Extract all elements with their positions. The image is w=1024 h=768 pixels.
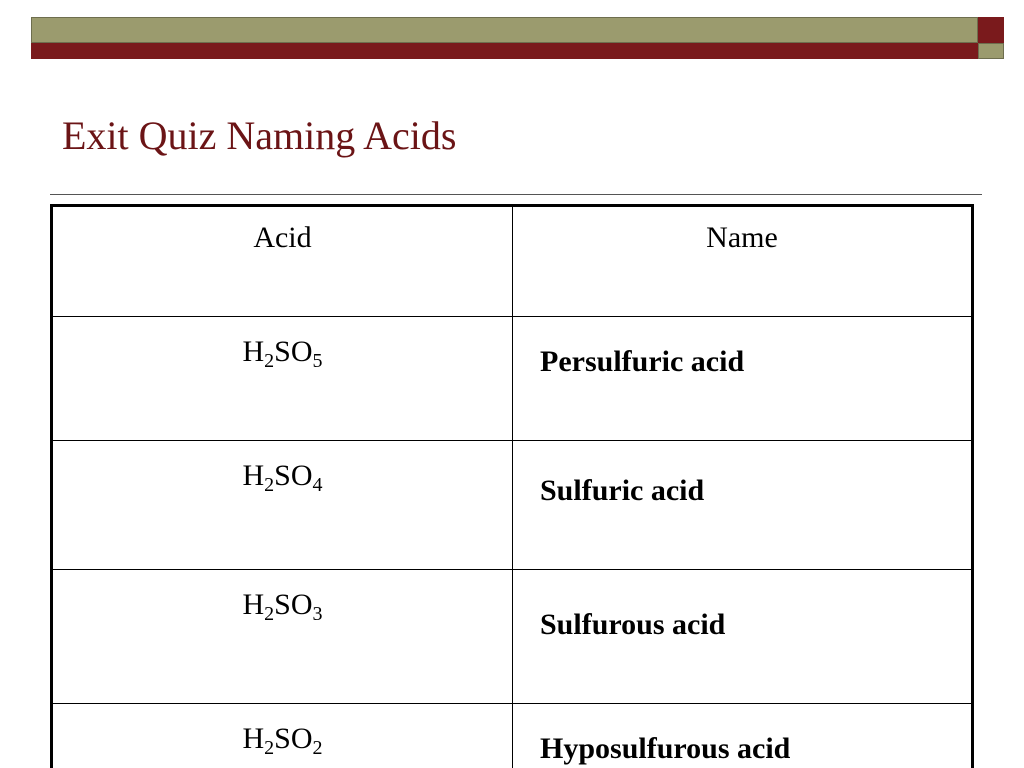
acid-name: Sulfurous acid bbox=[513, 570, 973, 704]
formula-so-subscript: 2 bbox=[312, 737, 323, 759]
acid-name: Persulfuric acid bbox=[513, 317, 973, 441]
formula-so: SO bbox=[274, 335, 313, 368]
header-square-red bbox=[978, 17, 1004, 43]
formula-h-subscript: 2 bbox=[264, 350, 275, 372]
acid-formula bbox=[52, 317, 513, 441]
formula-h: H bbox=[242, 722, 265, 755]
formula-so: SO bbox=[274, 459, 313, 492]
formula-h: H bbox=[242, 335, 265, 368]
formula-so: SO bbox=[274, 588, 313, 621]
acid-formula bbox=[52, 570, 513, 704]
formula-so-subscript: 4 bbox=[312, 474, 323, 496]
formula-h-subscript: 2 bbox=[264, 737, 275, 759]
formula-so: SO bbox=[274, 722, 313, 755]
slide-title: Exit Quiz Naming Acids bbox=[62, 113, 457, 158]
acid-name: Hyposulfurous acid bbox=[513, 704, 973, 768]
acid-name: Sulfuric acid bbox=[513, 441, 973, 570]
formula-h: H bbox=[242, 588, 265, 621]
title-divider bbox=[50, 194, 982, 195]
formula-h: H bbox=[242, 459, 265, 492]
table-row bbox=[52, 441, 973, 570]
header-acid: Acid bbox=[52, 206, 513, 317]
formula-h-subscript: 2 bbox=[264, 474, 275, 496]
acid-naming-table bbox=[50, 204, 974, 768]
table-row bbox=[52, 704, 973, 768]
header-name: Name bbox=[513, 206, 973, 317]
header-bar-olive bbox=[31, 17, 978, 43]
table-row bbox=[52, 317, 973, 441]
acid-formula bbox=[52, 441, 513, 570]
header-square-olive bbox=[978, 43, 1004, 59]
acid-formula bbox=[52, 704, 513, 768]
table-header-row bbox=[52, 206, 973, 317]
formula-so-subscript: 3 bbox=[312, 603, 323, 625]
formula-h-subscript: 2 bbox=[264, 603, 275, 625]
table-row bbox=[52, 570, 973, 704]
header-bar-red bbox=[31, 43, 978, 59]
formula-so-subscript: 5 bbox=[312, 350, 323, 372]
